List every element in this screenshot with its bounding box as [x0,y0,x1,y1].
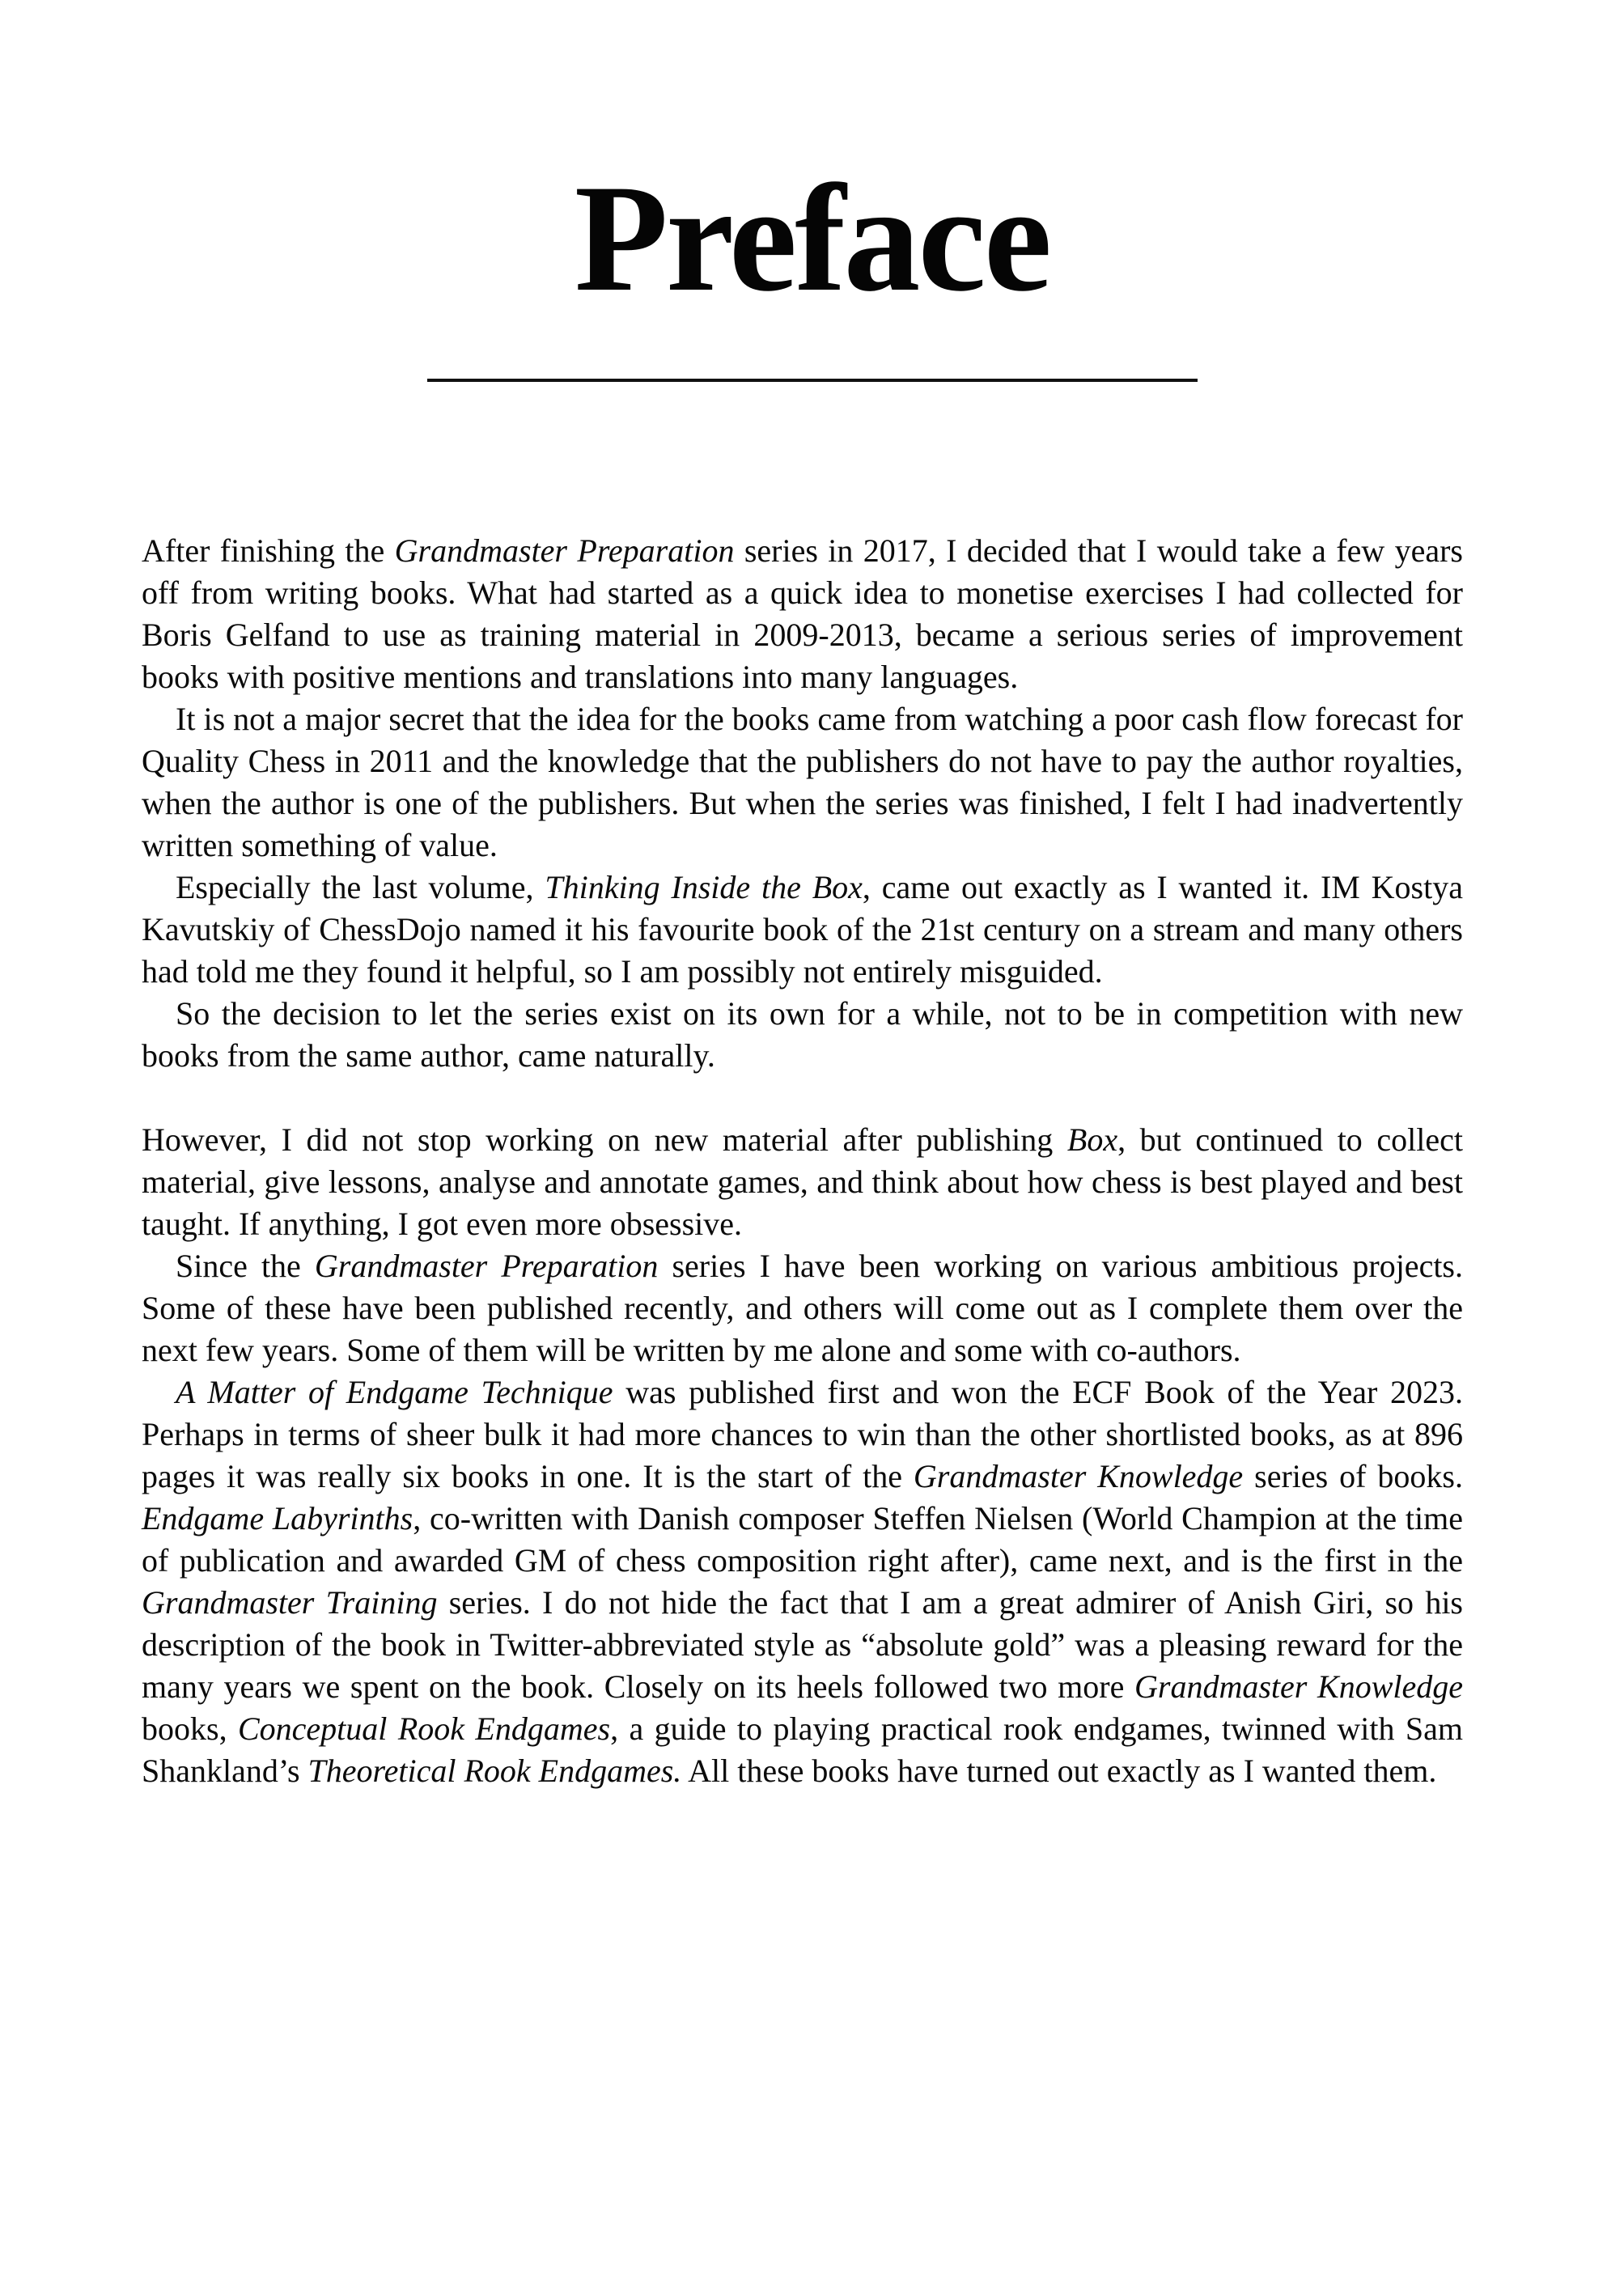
text-run: was published first and won the ECF Book of the Year 2023. Perhaps in terms of sheer bulk it had more chances to win than the other shortlisted books, as at 896 pages it was really six books in one. It is the start of the [142,1374,1463,1494]
paragraph [142,1371,1463,1792]
book-title-italic: Grandmaster Preparation [314,1248,659,1284]
book-title-italic: Grandmaster Preparation [394,532,735,569]
text-run: All these books have turned out exactly as I wanted them. [681,1753,1437,1789]
text-run: , but continued to collect material, give lessons, analyse and annotate games, and think about how chess is best played and best taught. If anything, I got even more obsessive. [142,1121,1464,1242]
text-run: Since the [176,1248,315,1284]
book-title-italic: A Matter of Endgame Technique [176,1374,613,1410]
text-run: , a guide to playing practical rook endgames, twinned with Sam Shankland’s [142,1710,1463,1789]
book-title-italic: Grandmaster Training [142,1584,438,1621]
text-run: series I have been working on various ambitious projects. Some of these have been published recently, and others will come out as I complete them over the next few years. Some of them will be written by me alone and some with co-authors. [142,1248,1463,1368]
paragraph [142,1245,1463,1371]
text-run: After finishing the [142,532,395,569]
text-run: series of books. [1243,1458,1463,1494]
book-title-italic: Conceptual Rook Endgames [237,1710,611,1747]
paragraph [142,867,1463,993]
book-title-italic: Grandmaster Knowledge [913,1458,1244,1494]
book-title-italic: Endgame Labyrinths [142,1500,413,1536]
text-run: Especially the last volume, [176,869,545,905]
text-run: However, I did not stop working on new material after publishing [142,1121,1067,1158]
text-run: books, [142,1710,238,1747]
book-title-italic: Thinking Inside the Box [545,869,863,905]
paragraph [142,993,1463,1077]
text-run: , came out exactly as I wanted it. IM Kostya Kavutskiy of ChessDojo named it his favourite book of the 21st century on a stream and many others had told me they found it helpful, so I am possibly not entirely misguided. [142,869,1463,990]
paragraph [142,530,1463,698]
title-divider [427,379,1198,382]
text-run: , co-written with Danish composer Steffen Nielsen (World Champion at the time of publication and awarded GM of chess composition right after), came next, and is the first in the [142,1500,1463,1579]
paragraph [142,1119,1463,1245]
preface-body [142,530,1463,1792]
text-run: series in 2017, I decided that I would take a few years off from writing books. What had started as a quick idea to monetise exercises I had collected for Boris Gelfand to use as training material in 2009-2013, became a serious series of improvement books with positive mentions and translations into many languages. [142,532,1463,695]
text-run: It is not a major secret that the idea for the books came from watching a poor cash flow forecast for Quality Chess in 2011 and the knowledge that the publishers do not have to pay the author royalties, when the author is one of the publishers. But when the series was finished, I felt I had inadvertently written something of value. [142,701,1463,863]
page-title: Preface [574,154,1050,324]
book-title-italic: Theoretical Rook Endgames. [307,1753,682,1789]
book-title-italic: Grandmaster Knowledge [1134,1668,1463,1705]
text-run: series. I do not hide the fact that I am a great admirer of Anish Giri, so his description of the book in Twitter-abbreviated style as “absolute gold” was a pleasing reward for the many years we spent on the book. Closely on its heels followed two more [142,1584,1463,1705]
text-run: So the decision to let the series exist on its own for a while, not to be in competition with new books from the same author, came naturally. [142,995,1463,1074]
paragraph [142,698,1463,867]
book-title-italic: Box [1066,1121,1118,1158]
